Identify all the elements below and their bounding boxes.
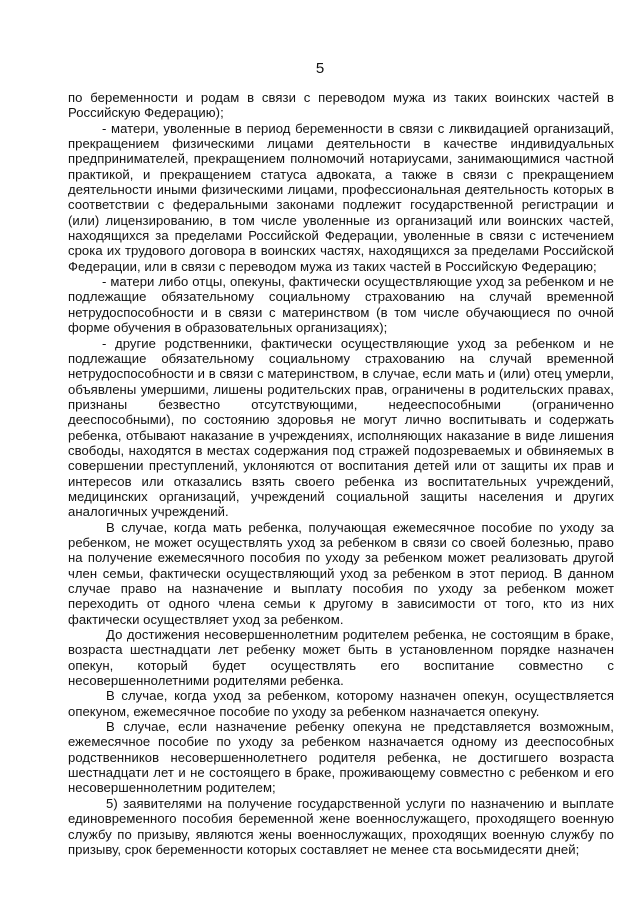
paragraph: 5) заявителями на получение государственной услуги по назначению и выплате единовременного пособия беременной жене военнослужащего, проходящего военную службу по призыву, являются жены военнослужащих, проходящих военную службу по призыву, срок беременности которых составляет не менее ста восьмидесяти дней; <box>68 795 614 857</box>
paragraph: До достижения несовершеннолетним родителем ребенка, не состоящим в браке, возраста шестнадцати лет ребенку может быть в установленном порядке назначен опекун, который будет осуществлять его воспитание совместно с несовершеннолетними родителями ребенка. <box>68 627 614 689</box>
document-body <box>68 90 614 857</box>
paragraph: В случае, если назначение ребенку опекуна не представляется возможным, ежемесячное пособие по уходу за ребенком назначается одному из дееспособных родственников несовершеннолетнего родителя ребенка, не достигшего возраста шестнадцати лет и не состоящего в браке, проживающему совместно с ребенком и его несовершеннолетним родителем; <box>68 719 614 796</box>
list-item: - матери либо отцы, опекуны, фактически осуществляющие уход за ребенком и не подлежащие обязательному социальному страхованию на случай временной нетрудоспособности и в связи с материнством (в том числе обучающиеся по очной форме обучения в образовательных организациях); <box>68 274 614 336</box>
list-item: - матери, уволенные в период беременности в связи с ликвидацией организаций, прекращением физическими лицами деятельности в качестве индивидуальных предпринимателей, прекращением полномочий нотариусами, занимающимися частной практикой, и прекращением статуса адвоката, а также в связи с прекращением деятельности иными физическими лицами, профессиональная деятельность которых в соответствии с федеральными законами подлежит государственной регистрации и (или) лицензированию, в том числе уволенные из организаций или воинских частей, находящихся за пределами Российской Федерации, уволенные в связи с истечением срока их трудового договора в воинских частях, находящихся за пределами Российской Федерации, или в связи с переводом мужа из таких частей в Российскую Федерацию; <box>68 120 614 274</box>
paragraph: В случае, когда уход за ребенком, которому назначен опекун, осуществляется опекуном, ежемесячное пособие по уходу за ребенком назначается опекуну. <box>68 688 614 719</box>
page-number: 5 <box>315 60 325 77</box>
paragraph: В случае, когда мать ребенка, получающая ежемесячное пособие по уходу за ребенком, не может осуществлять уход за ребенком в связи со своей болезнью, право на получение ежемесячного пособия по уходу за ребенком может реализовать другой член семьи, фактически осуществляющий уход за ребенком в этот период. В данном случае право на назначение и выплату пособия по уходу за ребенком может переходить от одного члена семьи к другому в зависимости от того, кто из них фактически осуществляет уход за ребенком. <box>68 519 614 627</box>
paragraph: по беременности и родам в связи с переводом мужа из таких воинских частей в Российскую Федерацию); <box>68 90 614 121</box>
list-item: - другие родственники, фактически осуществляющие уход за ребенком и не подлежащие обязательному социальному страхованию на случай временной нетрудоспособности и в связи с материнством, в случае, если мать и (или) отец умерли, объявлены умершими, лишены родительских прав, ограничены в родительских правах, признаны безвестно отсутствующими, недееспособными (ограниченно дееспособными), по состоянию здоровья не могут лично воспитывать и содержать ребенка, отбывают наказание в учреждениях, исполняющих наказание в виде лишения свободы, находятся в местах содержания под стражей подозреваемых и обвиняемых в совершении преступлений, уклоняются от воспитания детей или от защиты их прав и интересов или отказались взять своего ребенка из воспитательных учреждений, медицинских организаций, учреждений социальной защиты населения и других аналогичных учреждений. <box>68 335 614 520</box>
